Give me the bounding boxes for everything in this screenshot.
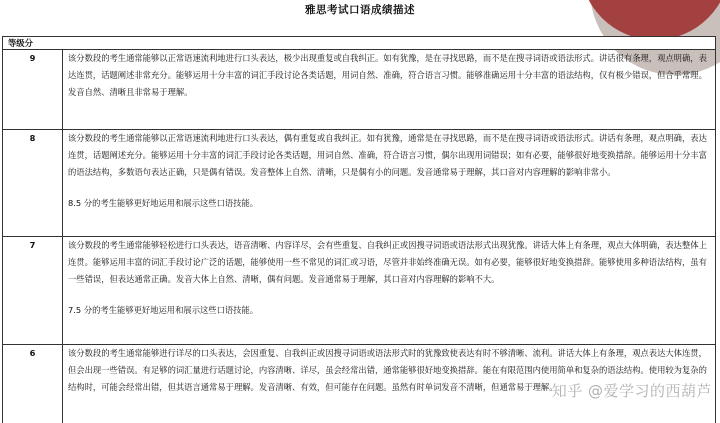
table-row — [3, 130, 716, 237]
band-description — [63, 50, 716, 130]
table-header-row — [3, 37, 716, 50]
band-score: 6 — [3, 345, 63, 423]
table-row — [3, 50, 716, 130]
band-description-text: 该分数段的考生通常能够以正常语速流利地进行口头表达，极少出现重复或自我纠正。如有犹豫，是在寻找思路，而不是在搜寻词语或语法形式。讲话很有条理，观点明确，表达连贯，话题阐述非常充分。能够运用十分丰富的词汇手段讨论各类话题，用词自然、准确，符合语言习惯。能够准确运用十分丰富的语法结构，仅有极少错误，但合乎常理。发音自然、清晰且非常易于理解。 — [68, 53, 707, 97]
band-score: 7 — [3, 237, 63, 345]
band-description — [63, 237, 716, 345]
band-descriptor-table — [2, 36, 716, 423]
band-description-text: 该分数段的考生通常能够以正常语速流利地进行口头表达，偶有重复或自我纠正。如有犹豫，通常是在寻找思路，而不是在搜寻词语或语法形式。讲话有条理，观点明确，表达连贯，话题阐述充分。能够运用十分丰富的词汇手段讨论各类话题，用词自然、准确，符合语言习惯，偶尔出现用词错误；如有必要，能够很好地变换措辞。能够运用十分丰富的语法结构，多数语句表达正确，只是偶有错误。发音整体上自然、清晰，只是偶有小的问题。发音通常易于理解，其口音对内容理解的影响非常小。 — [68, 133, 707, 177]
table-header-band: 等级分 — [3, 37, 716, 50]
band-description-text: 该分数段的考生通常能够轻松进行口头表达，语音清晰、内容详尽，会有些重复、自我纠正或因搜寻词语或语法形式出现犹豫。讲话大体上有条理，观点大体明确，表达整体上连贯。能够运用丰富的词汇手段讨论广泛的话题，能够使用一些不常见的词汇或习语，尽管并非始终准确无误。如有必要，能够很好地变换措辞。能够使用多种语法结构，虽有一些错误，但表达通常正确。发音大体上自然、清晰，偶有问题。发音通常易于理解，其口音对内容理解的影响不大。 — [68, 240, 707, 284]
half-band-note: 8.5 分的考生能够更好地运用和展示这些口语技能。 — [68, 198, 259, 208]
band-score: 8 — [3, 130, 63, 237]
half-band-note: 7.5 分的考生能够更好地运用和展示这些口语技能。 — [68, 305, 259, 315]
page-title: 雅思考试口语成绩描述 — [305, 4, 415, 16]
watermark: 知乎 @爱学习的西葫芦 — [551, 382, 712, 400]
band-score: 9 — [3, 50, 63, 130]
band-description-text: 该分数段的考生通常能够进行详尽的口头表达，会因重复、自我纠正或因搜寻词语或语法形式时的犹豫致使表达有时不够清晰、流利。讲话大体上有条理，观点表达大体连贯，但会出现一些错误。有足够的词汇量进行话题讨论，内容清晰、详尽，虽会经常出错，通常能够很好地变换措辞。能在有限范围内使用简单和复杂的语法结构。使用较为复杂的结构时，可能会经常出错，但其语言通常易于理解。发音清晰、有效，但可能存在问题。虽然有时单词发音不清晰，但通常易于理解。 — [68, 348, 707, 392]
table-row — [3, 237, 716, 345]
band-description — [63, 130, 716, 237]
